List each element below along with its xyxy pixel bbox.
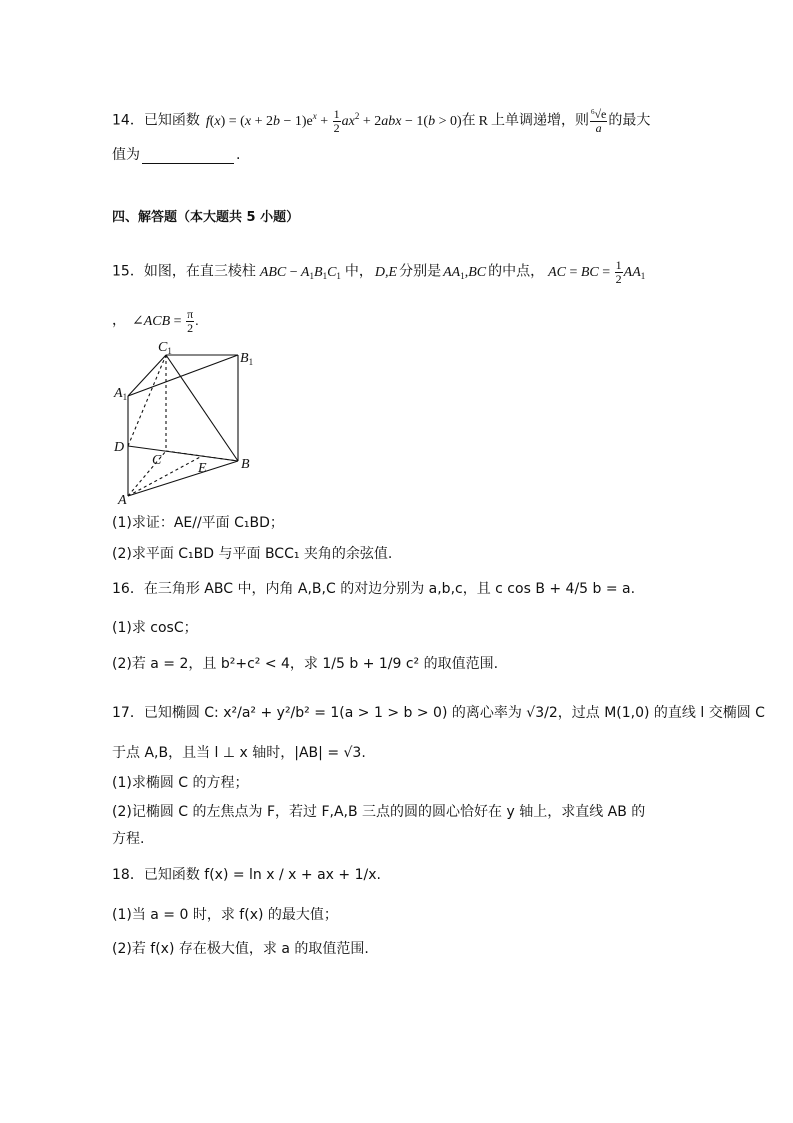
label-C: C bbox=[152, 453, 162, 468]
prism-name: ABC − $A_1B_1C_1$ bbox=[259, 264, 341, 281]
q18-part1: (1)当 a = 0 时，求 f(x) 的最大值； bbox=[112, 907, 338, 923]
q17-part2-cont: 方程. bbox=[112, 831, 145, 847]
question-14-line1: 14．已知函数 $f(x) = (x + 2b - 1)e^x$ + $\frac{1}{2}$ $ax^2 + 2abx - 1(b > 0)$在 R 上单调递增，则 $\frac{^6√e}{a}$ 的最大 bbox=[112, 106, 651, 135]
q15-part1: (1)求证：AE//平面 C₁BD； bbox=[112, 515, 284, 531]
question-15-line1: 15．如图，在直三棱柱 ABC − $A_1B_1C_1$ 中， D,E 分别是 $AA_1,BC$ 的中点， AC = BC = $\frac{1}{2}$ $AA_1$ bbox=[112, 258, 646, 286]
q18-stem: 18．已知函数 f(x) = ln x / x + ax + 1/x. bbox=[112, 867, 381, 883]
q15-part2: (2)求平面 C₁BD 与平面 BCC₁ 夹角的余弦值. bbox=[112, 546, 393, 562]
section-title: 四、解答题（本大题共 5 小题） bbox=[112, 210, 300, 225]
question-14-line2: 值为 . bbox=[112, 147, 241, 163]
answer-blank[interactable] bbox=[142, 149, 234, 164]
q14-fraction: $\frac{^6√e}{a}$ bbox=[590, 107, 607, 135]
fraction-half: $\frac{1}{2}$ bbox=[333, 106, 340, 135]
label-C1: $C_1$ bbox=[158, 340, 172, 356]
q17-part1: (1)求椭圆 C 的方程； bbox=[112, 775, 249, 791]
prism-figure bbox=[110, 338, 270, 508]
q14-formula: $f(x) = (x + 2b - 1)e^x$ + $\frac{1}{2}$ $ax^2 + 2abx - 1(b > 0)$ bbox=[205, 106, 462, 135]
label-D: D bbox=[114, 440, 125, 455]
q16-part1: (1)求 cosC； bbox=[112, 620, 198, 636]
label-B1: $B_1$ bbox=[240, 351, 254, 367]
q16-stem: 16．在三角形 ABC 中，内角 A,B,C 的对边分别为 a,b,c，且 c cos B + 4/5 b = a. bbox=[112, 581, 636, 597]
q17-part2: (2)记椭圆 C 的左焦点为 F，若过 F,A,B 三点的圆的圆心恰好在 y 轴上，求直线 AB 的 bbox=[112, 804, 646, 820]
q16-part2: (2)若 a = 2，且 b²+c² < 4，求 1/5 b + 1/9 c² 的取值范围. bbox=[112, 656, 499, 672]
midpoints: $AA_1,BC$ bbox=[443, 264, 487, 281]
q17-stem: 17．已知椭圆 C: x²/a² + y²/b² = 1(a > 1 > b > 0) 的离心率为 √3/2，过点 M(1,0) 的直线 l 交椭圆 C bbox=[112, 705, 765, 721]
q18-part2: (2)若 f(x) 存在极大值，求 a 的取值范围. bbox=[112, 941, 369, 957]
q17-stem2: 于点 A,B，且当 l ⊥ x 轴时，|AB| = √3. bbox=[112, 745, 366, 761]
question-15-line2: ， ∠ACB = $\frac{\pi}{2}$ . bbox=[112, 307, 199, 335]
label-B: B bbox=[241, 457, 250, 472]
q15-equation: AC = BC = $\frac{1}{2}$ $AA_1$ bbox=[548, 258, 646, 286]
label-A1: $A_1$ bbox=[114, 386, 128, 402]
label-E: E bbox=[198, 461, 207, 476]
label-A: A bbox=[118, 493, 127, 508]
